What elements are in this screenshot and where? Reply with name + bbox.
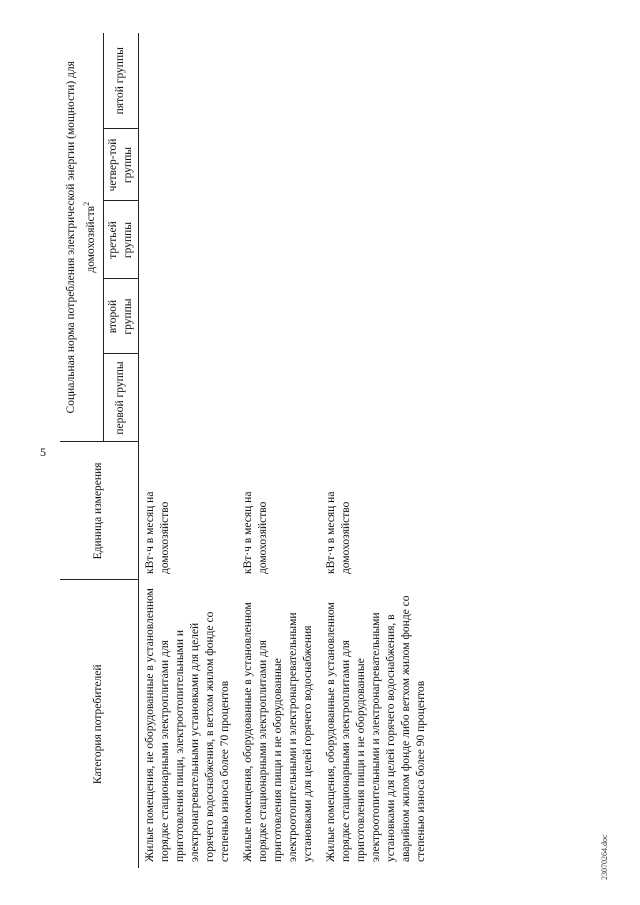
- row-category: Жилые помещения, оборудованные в установленном порядке стационарными электроплитами для приготовления пищи и не оборудованные электроотопительными и электронагревательными установками для целей горячего водоснабжения: [241, 602, 314, 862]
- header-group-3: третьей группы: [103, 201, 138, 279]
- table-row: [237, 33, 320, 868]
- footer-filename: 23070264.doc: [600, 834, 609, 880]
- header-group-4: четвер-той группы: [103, 129, 138, 201]
- header-category: [60, 580, 138, 868]
- row-category: Жилые помещения, оборудованные в установленном порядке стационарными электроплитами для приготовления пищи и не оборудованные электроотопительными и электронагревательными установками для целей горячего водоснабжения, в аварийном жилом фонде либо ветхом жилом фонде со степенью износа более 90 процентов: [324, 595, 427, 862]
- table-row: [320, 33, 433, 868]
- row-unit: кВт·ч в месяц на домохозяйство: [241, 491, 269, 574]
- row-unit: кВт·ч в месяц на домохозяйство: [143, 491, 171, 574]
- header-category-label: Категория потребителей: [92, 664, 105, 785]
- norms-table-sheet: [60, 33, 427, 868]
- page-number: 5: [40, 445, 46, 459]
- table-row: [138, 33, 237, 868]
- header-unit-label: Единица измерения: [92, 462, 105, 560]
- header-group-2: второй группы: [103, 279, 138, 354]
- row-unit: кВт·ч в месяц на домохозяйство: [324, 491, 352, 574]
- header-unit: [60, 442, 138, 580]
- header-norm-label: Социальная норма потребления электрической энергии (мощности) для домохозяйств: [65, 61, 97, 414]
- consumption-norms-table: [60, 33, 433, 868]
- header-group-5: пятой группы: [103, 33, 138, 129]
- header-group-1: первой группы: [103, 354, 138, 442]
- header-norm: [60, 33, 103, 442]
- header-norm-footnote: 2: [82, 201, 91, 206]
- row-category: Жилые помещения, не оборудованные в установленном порядке стационарными электроплитами для приготовления пищи, электроотопительными и электронагревательными установками для целей горячего водоснабжения, в ветхом жилом фонде со степенью износа более 70 процентов: [143, 588, 231, 862]
